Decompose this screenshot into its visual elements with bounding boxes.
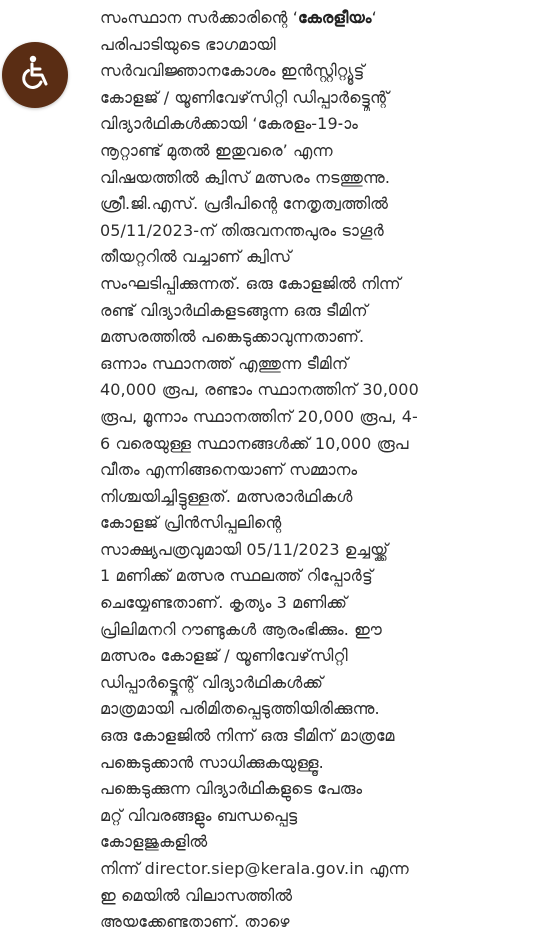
article-line: തീയറ്ററിൽ വച്ചാണ് ക്വിസ് [100,247,292,267]
article-line: പ്രിലിമനറി റൗണ്ടുകൾ ആരംഭിക്കും. ഈ [100,619,382,639]
article-line: രണ്ട് വിദ്യാർഥികളടങ്ങുന്ന ഒരു ടീമിന് [100,300,368,320]
article-line: 40,000 രൂപ, രണ്ടാം സ്ഥാനത്തിന് 30,000 [100,380,419,400]
article-line: മത്സരത്തിൽ പങ്കെടുക്കാവുന്നതാണ്. [100,327,365,347]
article-line: നിശ്ചയിച്ചിട്ടുള്ളത്. മത്സരാർഥികൾ [100,486,353,506]
article-line: പങ്കെടുക്കുന്ന വിദ്യാർഥികളുടെ പേരും [100,779,363,799]
article-line: ഇ മെയിൽ വിലാസത്തിൽ [100,885,293,905]
article-line: 05/11/2023-ന് തിരുവനന്തപുരം ടാഗൂർ [100,220,384,240]
article-line: ഡിപ്പാർട്ട്മെന്റ് വിദ്യാർഥികൾക്ക് [100,672,324,692]
article-line: കോളജുകളിൽ [100,832,208,852]
article-body [100,5,538,936]
article-line [100,5,538,32]
wheelchair-icon [15,53,55,97]
article-line: സാക്ഷ്യപത്രവുമായി 05/11/2023 ഉച്ചയ്ക്ക് [100,539,389,559]
article-line: നിന്ന് director.siep@kerala.gov.in എന്ന [100,859,409,878]
accessibility-button[interactable] [2,42,68,108]
article-line: ഒന്നാം സ്ഥാനത്ത് എത്തുന്ന ടീമിന് [100,353,349,373]
article-line: കോളജ് പ്രിൻസിപ്പലിന്റെ [100,513,282,533]
article-line: 1 മണിക്ക് മത്സര സ്ഥലത്ത് റിപ്പോർട്ട് [100,566,373,586]
article-line: പരിപാടിയുടെ ഭാഗമായി [100,34,276,54]
article-line: സർവവിജ്ഞാനകോശം ഇൻസ്റ്റിറ്റ്യൂട്ട് [100,61,365,81]
article-line: സംഘടിപ്പിക്കുന്നത്. ഒരു കോളജിൽ നിന്ന് [100,273,401,293]
article-text: സംസ്ഥാന സർക്കാരിന്റെ ‘ [100,8,298,27]
article-line: മറ്റ് വിവരങ്ങളും ബന്ധപ്പെട്ട [100,805,298,825]
article-line: ചെയ്യേണ്ടതാണ്. കൃത്യം 3 മണിക്ക് [100,593,348,613]
article-line: വിദ്യാർഥികൾക്കായി ‘കേരളം-19-ാം [100,114,358,134]
article-line: കോളജ് / യൂണിവേഴ്‌സിറ്റി ഡിപ്പാർട്ട്മെന്റ് [100,87,389,107]
article-line: പങ്കെടുക്കാൻ സാധിക്കുകയുള്ളൂ. [100,752,324,772]
article-line: ശ്രീ.ജി.എസ്. പ്രദീപിന്റെ നേതൃത്വത്തിൽ [100,194,389,214]
article-text: ‘ [371,8,377,27]
article-line: മാത്രമായി പരിമിതപ്പെടുത്തിയിരിക്കുന്നു. [100,699,380,719]
article-line: വിഷയത്തിൽ ക്വിസ് മത്സരം നടത്തുന്നു. [100,167,391,187]
article-line: നൂറ്റാണ്ട് മുതൽ ഇതുവരെ’ എന്ന [100,140,333,160]
article-line: അയക്കേണ്ടതാണ്. താഴെ [100,912,290,932]
article-line: വീതം എന്നിങ്ങനെയാണ് സമ്മാനം [100,460,358,480]
article-line: മത്സരം കോളജ് / യൂണിവേഴ്‌സിറ്റി [100,646,348,666]
article-line: ഒരു കോളജിൽ നിന്ന് ഒരു ടീമിന് മാത്രമേ [100,726,395,746]
article-line: രൂപ, മൂന്നാം സ്ഥാനത്തിന് 20,000 രൂപ, 4- [100,406,418,426]
article-emphasis: കേരളീയം [297,8,372,27]
article-line: 6 വരെയുള്ള സ്ഥാനങ്ങൾക്ക് 10,000 രൂപ [100,433,409,453]
